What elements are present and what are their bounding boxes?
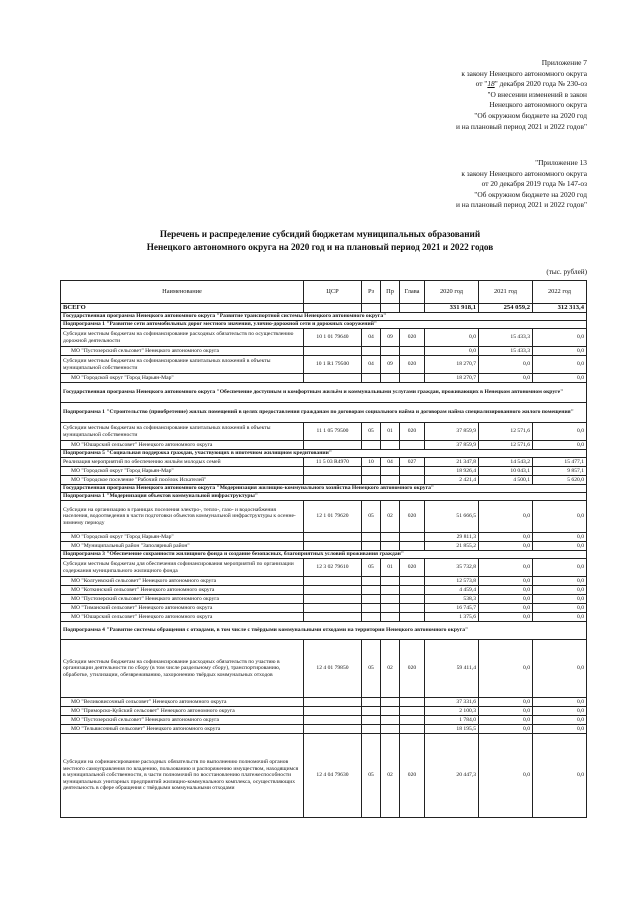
cell-glava <box>400 604 425 613</box>
subprogram-title: Подпрограмма 3 "Обеспечение сохранности жилищного фонда и создание безопасных, благоприятных условий проживания граждан" <box>61 551 587 559</box>
cell-rz: 04 <box>362 356 381 374</box>
cell-csr: 11 1 05 79500 <box>304 423 362 441</box>
cell-name: Субсидии местным бюджетам на софинансирование расходных обязательств по осуществлению дорожной деятельности <box>61 329 304 347</box>
appendix-13-line: от 20 декабря 2019 года № 147-оз <box>481 179 587 189</box>
cell-2022: 0,0 <box>533 501 587 533</box>
cell-pr <box>381 716 400 725</box>
appendix-7-line: "Об окружном бюджете на 2020 год <box>474 110 587 120</box>
cell-2021: 254 059,2 <box>479 304 533 313</box>
cell-2021: 0,0 <box>479 374 533 383</box>
document-title <box>0 228 640 254</box>
appendix-7-header <box>456 58 587 132</box>
table-row <box>61 329 587 347</box>
cell-csr: 12 3 02 79610 <box>304 559 362 577</box>
program-title: Государственная программа Ненецкого автономного округа "Развитие транспортной системы Ненецкого автономного округа" <box>61 313 587 321</box>
cell-pr <box>381 467 400 476</box>
cell-2022: 0,0 <box>533 329 587 347</box>
cell-2022: 0,0 <box>533 707 587 716</box>
table-row <box>61 458 587 467</box>
table-row <box>61 716 587 725</box>
cell-csr <box>304 577 362 586</box>
table-row <box>61 501 587 533</box>
cell-2022: 0,0 <box>533 595 587 604</box>
cell-2022: 5 620,0 <box>533 476 587 485</box>
table-row <box>61 604 587 613</box>
cell-2020: 35 732,8 <box>425 559 479 577</box>
title-line: Перечень и распределение субсидий бюджетам муниципальных образований <box>159 229 481 239</box>
cell-pr: 01 <box>381 559 400 577</box>
table-row <box>61 476 587 485</box>
cell-rz <box>362 374 381 383</box>
cell-pr: 09 <box>381 356 400 374</box>
cell-name: МО "Городской округ "Город Нарьян-Мар" <box>61 533 304 542</box>
cell-2021: 15 433,3 <box>479 347 533 356</box>
cell-rz <box>362 304 381 313</box>
cell-pr <box>381 586 400 595</box>
cell-name: Субсидии местным бюджетам на софинансирование капитальных вложений в объекты муниципальной собственности <box>61 356 304 374</box>
cell-pr <box>381 304 400 313</box>
cell-2022: 0,0 <box>533 533 587 542</box>
cell-name: МО "Пустозерский сельсовет" Ненецкого автономного округа <box>61 716 304 725</box>
table-row <box>61 725 587 734</box>
cell-2020: 37 859,9 <box>425 423 479 441</box>
cell-pr <box>381 374 400 383</box>
cell-csr: 12 4 04 79630 <box>304 734 362 818</box>
cell-2022: 0,0 <box>533 356 587 374</box>
cell-glava <box>400 716 425 725</box>
cell-2020: 0,0 <box>425 329 479 347</box>
cell-2021: 0,0 <box>479 640 533 698</box>
cell-2021: 0,0 <box>479 595 533 604</box>
cell-2022: 0,0 <box>533 559 587 577</box>
table-header-row <box>61 281 587 304</box>
cell-pr: 02 <box>381 640 400 698</box>
cell-pr <box>381 476 400 485</box>
cell-rz <box>362 707 381 716</box>
table-row <box>61 423 587 441</box>
cell-csr <box>304 347 362 356</box>
cell-2021: 12 571,6 <box>479 441 533 450</box>
cell-rz <box>362 347 381 356</box>
cell-2020: 1 375,6 <box>425 613 479 622</box>
table-row <box>61 640 587 698</box>
cell-2022: 0,0 <box>533 577 587 586</box>
cell-2021: 0,0 <box>479 577 533 586</box>
table-row <box>61 577 587 586</box>
cell-csr <box>304 467 362 476</box>
cell-rz: 05 <box>362 423 381 441</box>
cell-pr <box>381 707 400 716</box>
appendix-7-line: Ненецкого автономного округа <box>489 100 587 110</box>
cell-name: МО "Пустозерский сельсовет" Ненецкого автономного округа <box>61 347 304 356</box>
col-header-rz: Рз <box>362 281 381 304</box>
cell-glava <box>400 542 425 551</box>
cell-rz <box>362 698 381 707</box>
cell-pr <box>381 595 400 604</box>
cell-2021: 0,0 <box>479 356 533 374</box>
cell-csr: 12 1 01 79620 <box>304 501 362 533</box>
table-row <box>61 533 587 542</box>
cell-name: МО "Пустозерский сельсовет" Ненецкого автономного округа <box>61 595 304 604</box>
cell-pr <box>381 441 400 450</box>
cell-2020: 331 918,1 <box>425 304 479 313</box>
cell-2021: 0,0 <box>479 613 533 622</box>
cell-2022: 0,0 <box>533 698 587 707</box>
cell-csr: 10 1 R1 79500 <box>304 356 362 374</box>
date-prefix: от " <box>475 79 488 89</box>
subprogram-title: Подпрограмма 1 "Строительство (приобретение) жилых помещений в целях предоставления гражданам по договорам социального найма и договорам найма специализированного жилого помещения" <box>61 403 587 423</box>
cell-glava <box>400 476 425 485</box>
cell-glava <box>400 577 425 586</box>
table-row <box>61 441 587 450</box>
cell-rz <box>362 595 381 604</box>
cell-glava <box>400 586 425 595</box>
cell-glava <box>400 533 425 542</box>
cell-2020: 12 573,8 <box>425 577 479 586</box>
appendix-7-line: и на плановый период 2021 и 2022 годов" <box>455 121 587 131</box>
cell-name: МО "Городской округ "Город Нарьян-Мар" <box>61 374 304 383</box>
table-row <box>61 613 587 622</box>
table-row <box>61 542 587 551</box>
cell-rz <box>362 542 381 551</box>
cell-rz: 05 <box>362 640 381 698</box>
cell-csr: 11 5 03 R4970 <box>304 458 362 467</box>
appendix-7-line: к закону Ненецкого автономного округа <box>461 68 587 78</box>
cell-2022: 0,0 <box>533 640 587 698</box>
cell-2022: 312 313,4 <box>533 304 587 313</box>
appendix-7-line: Приложение 7 <box>541 58 587 67</box>
cell-2022: 0,0 <box>533 423 587 441</box>
cell-2020: 51 666,5 <box>425 501 479 533</box>
cell-2020: 16 745,7 <box>425 604 479 613</box>
cell-rz: 04 <box>362 329 381 347</box>
table-row <box>61 356 587 374</box>
cell-2022: 0,0 <box>533 586 587 595</box>
cell-glava: 020 <box>400 423 425 441</box>
cell-glava: 020 <box>400 329 425 347</box>
cell-name: Субсидии местным бюджетам для обеспечения софинансирования мероприятий по организации содержания муниципального жилищного фонда <box>61 559 304 577</box>
cell-2020: 59 411,4 <box>425 640 479 698</box>
cell-glava <box>400 595 425 604</box>
col-header-glava: Глава <box>400 281 425 304</box>
cell-name: МО "Муниципальный район "Заполярный район" <box>61 542 304 551</box>
table-row <box>61 559 587 577</box>
subprogram-title: Подпрограмма 4 "Развитие системы обращения с отходами, в том числе с твёрдыми коммунальными отходами на территории Ненецкого автономного округа" <box>61 622 587 640</box>
cell-name: МО "Колгуевский сельсовет" Ненецкого автономного округа <box>61 577 304 586</box>
cell-csr: 12 4 01 79850 <box>304 640 362 698</box>
table-row <box>61 707 587 716</box>
cell-2022: 0,0 <box>533 604 587 613</box>
cell-name: МО "Приморско-Куйский сельсовет" Ненецкого автономного округа <box>61 707 304 716</box>
appendix-13-line: "Об окружном бюджете на 2020 год <box>474 189 587 199</box>
cell-2020: 21 855,2 <box>425 542 479 551</box>
cell-name: МО "Юшарский сельсовет" Ненецкого автономного округа <box>61 613 304 622</box>
cell-2022: 0,0 <box>533 542 587 551</box>
cell-pr <box>381 347 400 356</box>
cell-glava: 020 <box>400 356 425 374</box>
cell-name: МО "Тиманский сельсовет" Ненецкого автономного округа <box>61 604 304 613</box>
cell-pr <box>381 533 400 542</box>
cell-name: Субсидии на софинансирование расходных обязательств по выполнению полномочий органов местного самоуправления по владению, пользованию и распоряжению имуществом, находящимся в муниципальной собственности, в части полномочий по восстановлению платежеспособности муниципальных унитарных предприятий жилищно-коммунального комплекса, осуществляющих деятельность в сфере обращения с твёрдыми коммунальными отходами <box>61 734 304 818</box>
subprogram-row <box>61 450 587 458</box>
cell-rz <box>362 586 381 595</box>
cell-2022: 15 477,1 <box>533 458 587 467</box>
cell-pr <box>381 725 400 734</box>
cell-2020: 37 331,6 <box>425 698 479 707</box>
col-header-csr: ЦСР <box>304 281 362 304</box>
cell-2021: 4 500,1 <box>479 476 533 485</box>
cell-csr <box>304 725 362 734</box>
cell-csr <box>304 542 362 551</box>
appendix-13-line: и на плановый период 2021 и 2022 годов" <box>455 200 587 210</box>
cell-glava <box>400 698 425 707</box>
cell-2020: 37 859,9 <box>425 441 479 450</box>
cell-csr <box>304 304 362 313</box>
cell-pr <box>381 577 400 586</box>
subprogram-title: Подпрограмма 1 "Развитие сети автомобильных дорог местного значения, улично-дорожной сети и дорожных сооружений" <box>61 321 587 329</box>
cell-name: МО "Юшарский сельсовет" Ненецкого автономного округа <box>61 441 304 450</box>
cell-2020: 0,0 <box>425 347 479 356</box>
cell-2020: 29 811,3 <box>425 533 479 542</box>
cell-csr <box>304 441 362 450</box>
handwritten-day: 18 <box>487 79 495 89</box>
cell-2022: 0,0 <box>533 374 587 383</box>
cell-rz: 05 <box>362 559 381 577</box>
appendix-7-date-line <box>456 79 587 90</box>
cell-name: Субсидии местным бюджетам на софинансирование капитальных вложений в объекты муниципальной собственности <box>61 423 304 441</box>
cell-2022: 0,0 <box>533 441 587 450</box>
cell-glava <box>400 467 425 476</box>
cell-pr <box>381 698 400 707</box>
cell-name: МО "Великовисочный сельсовет" Ненецкого автономного округа <box>61 698 304 707</box>
cell-rz <box>362 441 381 450</box>
cell-csr <box>304 476 362 485</box>
cell-rz <box>362 716 381 725</box>
subprogram-row <box>61 622 587 640</box>
cell-2021: 0,0 <box>479 586 533 595</box>
col-header-2021: 2021 год <box>479 281 533 304</box>
subprogram-row <box>61 321 587 329</box>
cell-2021: 10 043,1 <box>479 467 533 476</box>
cell-glava <box>400 707 425 716</box>
cell-2021: 0,0 <box>479 559 533 577</box>
subprogram-row <box>61 403 587 423</box>
cell-2022: 0,0 <box>533 347 587 356</box>
appendix-13-line: "Приложение 13 <box>535 158 587 167</box>
table-row <box>61 347 587 356</box>
cell-csr <box>304 698 362 707</box>
program-row <box>61 485 587 493</box>
cell-rz <box>362 604 381 613</box>
subprogram-title: Подпрограмма 1 "Модернизация объектов коммунальной инфраструктуры" <box>61 493 587 501</box>
cell-2021: 0,0 <box>479 542 533 551</box>
cell-glava <box>400 304 425 313</box>
cell-2020: 538,3 <box>425 595 479 604</box>
cell-rz <box>362 725 381 734</box>
title-line: Ненецкого автономного округа на 2020 год и на плановый период 2021 и 2022 годов <box>146 242 494 252</box>
cell-glava: 020 <box>400 559 425 577</box>
program-title: Государственная программа Ненецкого автономного округа "Модернизация жилищно-коммунального хозяйства Ненецкого автономного округа" <box>61 485 587 493</box>
cell-pr: 09 <box>381 329 400 347</box>
cell-2021: 0,0 <box>479 533 533 542</box>
cell-name: Реализация мероприятий по обеспечению жильём молодых семей <box>61 458 304 467</box>
col-header-pr: Пр <box>381 281 400 304</box>
cell-csr <box>304 604 362 613</box>
units-label: (тыс. рублей) <box>546 268 587 276</box>
cell-pr <box>381 604 400 613</box>
subprogram-row <box>61 551 587 559</box>
cell-2020: 1 784,0 <box>425 716 479 725</box>
cell-glava <box>400 613 425 622</box>
cell-rz: 05 <box>362 734 381 818</box>
table-row <box>61 586 587 595</box>
cell-pr <box>381 613 400 622</box>
cell-rz <box>362 577 381 586</box>
subsidies-table <box>60 280 587 818</box>
cell-2020: 18 270,7 <box>425 356 479 374</box>
table-row <box>61 734 587 818</box>
appendix-7-line: "О внесении изменений в закон <box>487 89 587 99</box>
col-header-2022: 2022 год <box>533 281 587 304</box>
cell-name: МО "Городской округ "Город Нарьян-Мар" <box>61 467 304 476</box>
cell-name: ВСЕГО <box>61 304 304 313</box>
table-row <box>61 374 587 383</box>
cell-name: Субсидии на организацию в границах поселения электро-, тепло-, газо- и водоснабжения населения, водоотведения в части подготовки объектов коммунальной инфраструктуры к осенне-зимнему периоду <box>61 501 304 533</box>
program-row <box>61 313 587 321</box>
cell-2021: 0,0 <box>479 698 533 707</box>
cell-2022: 9 857,1 <box>533 467 587 476</box>
cell-glava <box>400 374 425 383</box>
cell-rz: 05 <box>362 501 381 533</box>
appendix-13-line: к закону Ненецкого автономного округа <box>461 168 587 178</box>
cell-glava: 020 <box>400 734 425 818</box>
cell-2021: 0,0 <box>479 725 533 734</box>
cell-csr <box>304 716 362 725</box>
cell-2022: 0,0 <box>533 716 587 725</box>
cell-pr: 02 <box>381 501 400 533</box>
table-row <box>61 698 587 707</box>
cell-2021: 0,0 <box>479 501 533 533</box>
cell-pr <box>381 542 400 551</box>
cell-2021: 14 543,2 <box>479 458 533 467</box>
cell-rz <box>362 533 381 542</box>
cell-rz: 10 <box>362 458 381 467</box>
col-header-2020: 2020 год <box>425 281 479 304</box>
cell-2020: 21 347,8 <box>425 458 479 467</box>
cell-glava: 020 <box>400 640 425 698</box>
cell-rz <box>362 467 381 476</box>
cell-2020: 20 447,3 <box>425 734 479 818</box>
program-row <box>61 383 587 403</box>
cell-2021: 0,0 <box>479 716 533 725</box>
cell-csr <box>304 374 362 383</box>
cell-rz <box>362 476 381 485</box>
cell-glava <box>400 347 425 356</box>
date-suffix: " декабря 2020 года № 230-оз <box>494 79 587 89</box>
cell-name: МО "Тельвисочный сельсовет" Ненецкого автономного округа <box>61 725 304 734</box>
program-title: Государственная программа Ненецкого автономного округа "Обеспечение доступным и комфортным жильём и коммунальными услугами граждан, проживающих в Ненецком автономном округе" <box>61 383 587 403</box>
cell-name: МО "Городское поселение "Рабочий посёлок Искателей" <box>61 476 304 485</box>
cell-csr: 10 1 01 79640 <box>304 329 362 347</box>
cell-2021: 15 433,3 <box>479 329 533 347</box>
cell-name: Субсидии местным бюджетам на софинансирование расходных обязательств по участию в организации деятельности по сбору (в том числе раздельному сбору), транспортированию, обработке, утилизации, обезвреживанию, захоронению твёрдых коммунальных отходов <box>61 640 304 698</box>
table-row <box>61 467 587 476</box>
cell-glava: 027 <box>400 458 425 467</box>
cell-2020: 18 270,7 <box>425 374 479 383</box>
appendix-13-header <box>456 158 587 211</box>
cell-csr <box>304 595 362 604</box>
cell-2020: 18 926,4 <box>425 467 479 476</box>
cell-2020: 2 100,3 <box>425 707 479 716</box>
cell-2022: 0,0 <box>533 734 587 818</box>
cell-pr: 01 <box>381 423 400 441</box>
cell-2022: 0,0 <box>533 613 587 622</box>
cell-glava <box>400 725 425 734</box>
col-header-name: Наименование <box>61 281 304 304</box>
cell-2021: 0,0 <box>479 707 533 716</box>
cell-pr: 04 <box>381 458 400 467</box>
cell-csr <box>304 533 362 542</box>
cell-csr <box>304 586 362 595</box>
cell-2021: 12 571,6 <box>479 423 533 441</box>
total-row <box>61 304 587 313</box>
subprogram-title: Подпрограмма 5 "Социальная поддержка граждан, участвующих в ипотечном жилищном кредитовании" <box>61 450 587 458</box>
subprogram-row <box>61 493 587 501</box>
cell-csr <box>304 707 362 716</box>
cell-2021: 0,0 <box>479 604 533 613</box>
cell-2021: 0,0 <box>479 734 533 818</box>
cell-glava: 020 <box>400 501 425 533</box>
cell-rz <box>362 613 381 622</box>
cell-glava <box>400 441 425 450</box>
cell-csr <box>304 613 362 622</box>
cell-2020: 2 421,4 <box>425 476 479 485</box>
cell-2020: 18 195,5 <box>425 725 479 734</box>
cell-name: МО "Коткинский сельсовет" Ненецкого автономного округа <box>61 586 304 595</box>
cell-pr: 02 <box>381 734 400 818</box>
table-row <box>61 595 587 604</box>
cell-2022: 0,0 <box>533 725 587 734</box>
table-body <box>61 304 587 818</box>
cell-2020: 4 459,4 <box>425 586 479 595</box>
